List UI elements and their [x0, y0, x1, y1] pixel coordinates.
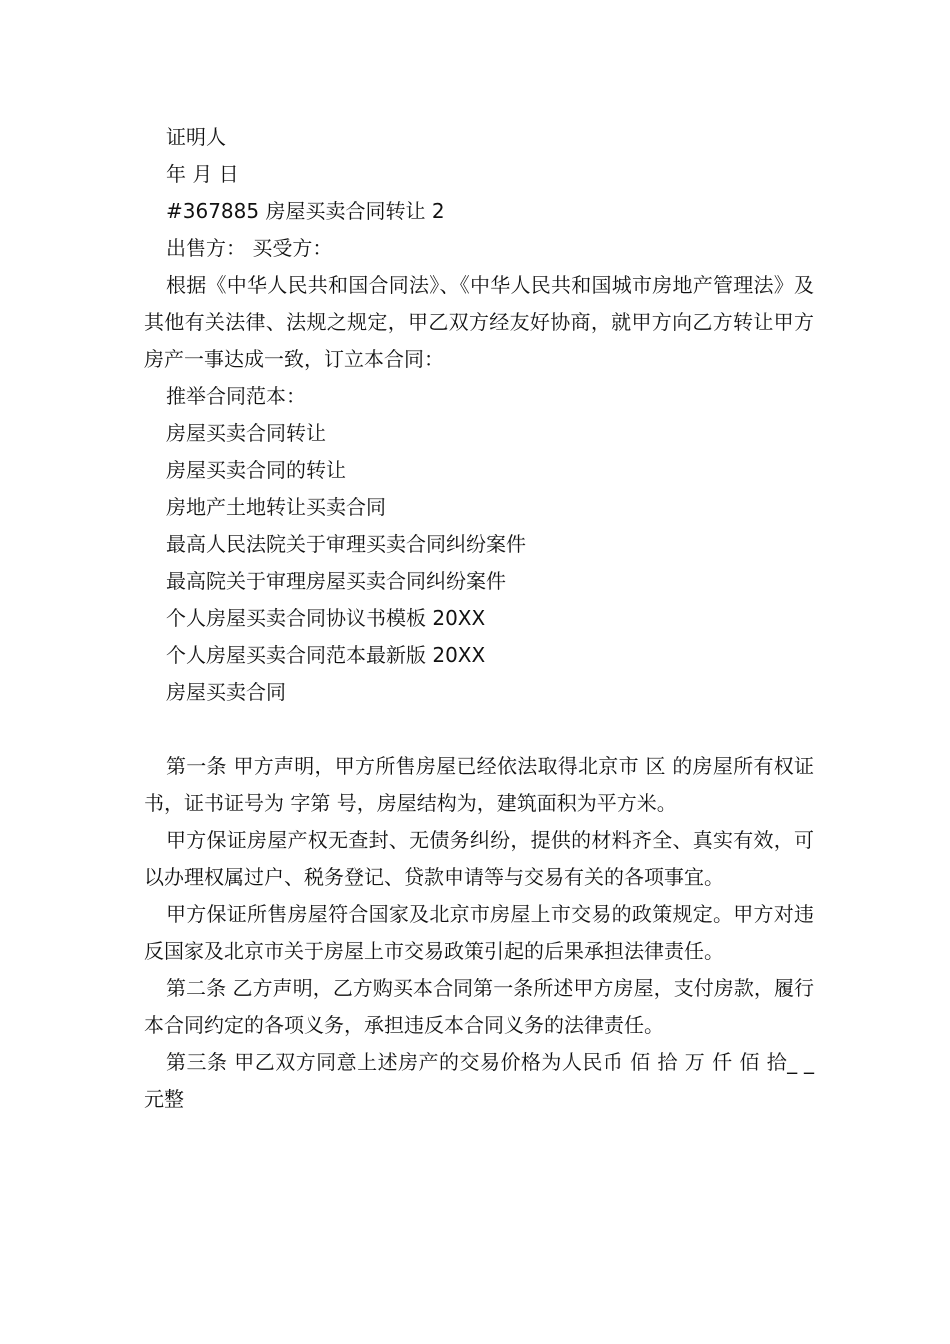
recommend-item: 最高人民法院关于审理买卖合同纠纷案件	[166, 532, 526, 556]
article-1-paragraph: 第一条 甲方声明，甲方所售房屋已经依法取得北京市 区 的房屋所有权证书，证书证号为 字第 号，房屋结构为，建筑面积为平方米。	[144, 754, 814, 815]
recommend-item: 个人房屋买卖合同协议书模板 20XX	[166, 606, 486, 630]
article-3-paragraph: 第三条 甲乙双方同意上述房产的交易价格为人民币 佰 拾 万 仟 佰 拾_ _元整	[144, 1050, 814, 1111]
document-title: #367885 房屋买卖合同转让 2	[166, 199, 445, 223]
date-label: 年 月 日	[166, 162, 239, 186]
recommend-item: 房屋买卖合同转让	[166, 421, 326, 445]
witness-label: 证明人	[166, 125, 226, 149]
recommend-item: 个人房屋买卖合同范本最新版 20XX	[166, 643, 486, 667]
recommend-item: 房地产土地转让买卖合同	[166, 495, 386, 519]
recommend-item: 最高院关于审理房屋买卖合同纠纷案件	[166, 569, 506, 593]
article-2-paragraph: 第二条 乙方声明，乙方购买本合同第一条所述甲方房屋，支付房款，履行本合同约定的各项义务，承担违反本合同义务的法律责任。	[144, 976, 814, 1037]
policy-paragraph: 甲方保证所售房屋符合国家及北京市房屋上市交易的政策规定。甲方对违反国家及北京市关于房屋上市交易政策引起的后果承担法律责任。	[144, 902, 814, 963]
document-body	[144, 119, 814, 1118]
recommend-heading: 推举合同范本：	[166, 384, 306, 408]
recommend-item: 房屋买卖合同	[166, 680, 286, 704]
blank-line	[144, 711, 814, 748]
recommend-item: 房屋买卖合同的转让	[166, 458, 346, 482]
parties-label: 出售方： 买受方：	[166, 236, 333, 260]
guarantee-paragraph: 甲方保证房屋产权无查封、无债务纠纷，提供的材料齐全、真实有效，可以办理权属过户、税务登记、贷款申请等与交易有关的各项事宜。	[144, 828, 814, 889]
intro-paragraph: 根据《中华人民共和国合同法》、《中华人民共和国城市房地产管理法》及其他有关法律、法规之规定，甲乙双方经友好协商，就甲方向乙方转让甲方房产一事达成一致，订立本合同：	[144, 273, 814, 371]
